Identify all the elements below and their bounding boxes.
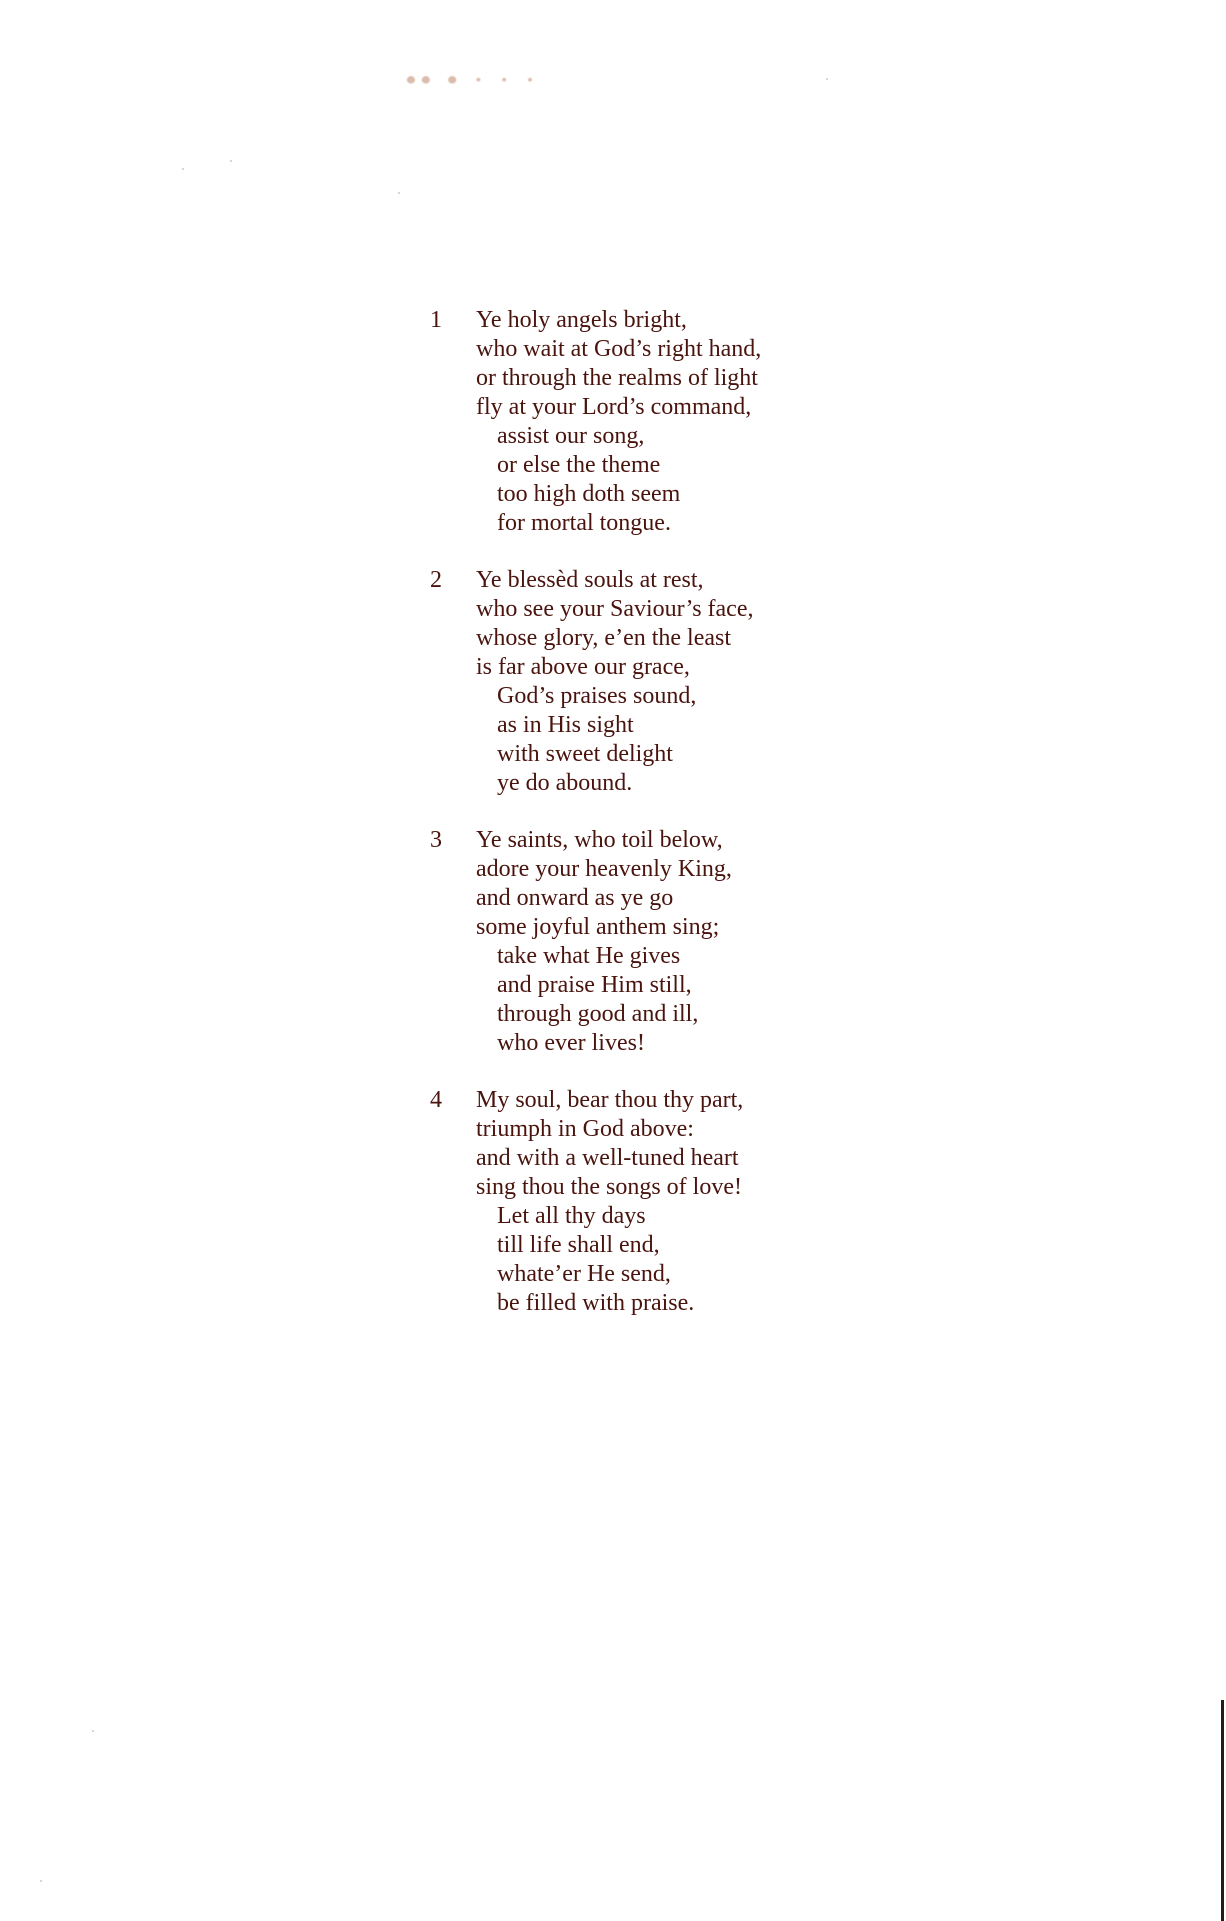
verse-4 xyxy=(430,1086,850,1318)
speck xyxy=(92,1730,94,1732)
verse-line: fly at your Lord’s command, xyxy=(476,394,752,420)
verse-line: sing thou the songs of love! xyxy=(476,1174,742,1200)
speck xyxy=(182,168,184,170)
verse-line: or through the realms of light xyxy=(476,365,758,391)
verse-line: My soul, bear thou thy part, xyxy=(476,1087,744,1113)
verse-line: Ye holy angels bright, xyxy=(476,307,687,333)
verse-line: as in His sight xyxy=(497,712,634,738)
verse-line: take what He gives xyxy=(497,943,681,969)
verse-number: 3 xyxy=(430,827,442,853)
speck xyxy=(230,160,232,162)
verse-lines xyxy=(476,826,850,1058)
verse-line: whose glory, e’en the least xyxy=(476,625,732,651)
verse-line: God’s praises sound, xyxy=(497,683,697,709)
scan-edge-shadow xyxy=(1221,1700,1224,1921)
verse-line: through good and ill, xyxy=(497,1001,699,1027)
verse-line: or else the theme xyxy=(497,452,661,478)
verse-lines xyxy=(476,1086,850,1318)
verse-line: be filled with praise. xyxy=(497,1290,695,1316)
verse-line: Ye blessèd souls at rest, xyxy=(476,567,704,593)
verse-line: and onward as ye go xyxy=(476,885,674,911)
verse-line: who ever lives! xyxy=(497,1030,645,1056)
verse-line: Ye saints, who toil below, xyxy=(476,827,723,853)
verse-line: is far above our grace, xyxy=(476,654,690,680)
verse-line: Let all thy days xyxy=(497,1203,646,1229)
verse-number: 1 xyxy=(430,307,442,333)
verse-line: for mortal tongue. xyxy=(497,510,671,536)
hymn-text xyxy=(430,306,850,1346)
verse-line: and praise Him still, xyxy=(497,972,692,998)
verse-3 xyxy=(430,826,850,1058)
verse-line: with sweet delight xyxy=(497,741,673,767)
verse-line: and with a well-tuned heart xyxy=(476,1145,739,1171)
verse-line: adore your heavenly King, xyxy=(476,856,732,882)
verse-line: too high doth seem xyxy=(497,481,681,507)
verse-1 xyxy=(430,306,850,538)
verse-lines xyxy=(476,566,850,798)
verse-number: 2 xyxy=(430,567,442,593)
verse-line: who wait at God’s right hand, xyxy=(476,336,762,362)
verse-line: till life shall end, xyxy=(497,1232,660,1258)
verse-line: some joyful anthem sing; xyxy=(476,914,720,940)
verse-line: ye do abound. xyxy=(497,770,633,796)
show-through-artifact: •• • · · · xyxy=(405,63,539,98)
verse-lines xyxy=(476,306,850,538)
verse-2 xyxy=(430,566,850,798)
speck xyxy=(826,78,828,80)
speck xyxy=(40,1880,42,1882)
verse-line: triumph in God above: xyxy=(476,1116,694,1142)
verse-number: 4 xyxy=(430,1087,442,1113)
verse-line: who see your Saviour’s face, xyxy=(476,596,754,622)
verse-line: whate’er He send, xyxy=(497,1261,671,1287)
speck xyxy=(398,192,400,194)
verse-line: assist our song, xyxy=(497,423,645,449)
